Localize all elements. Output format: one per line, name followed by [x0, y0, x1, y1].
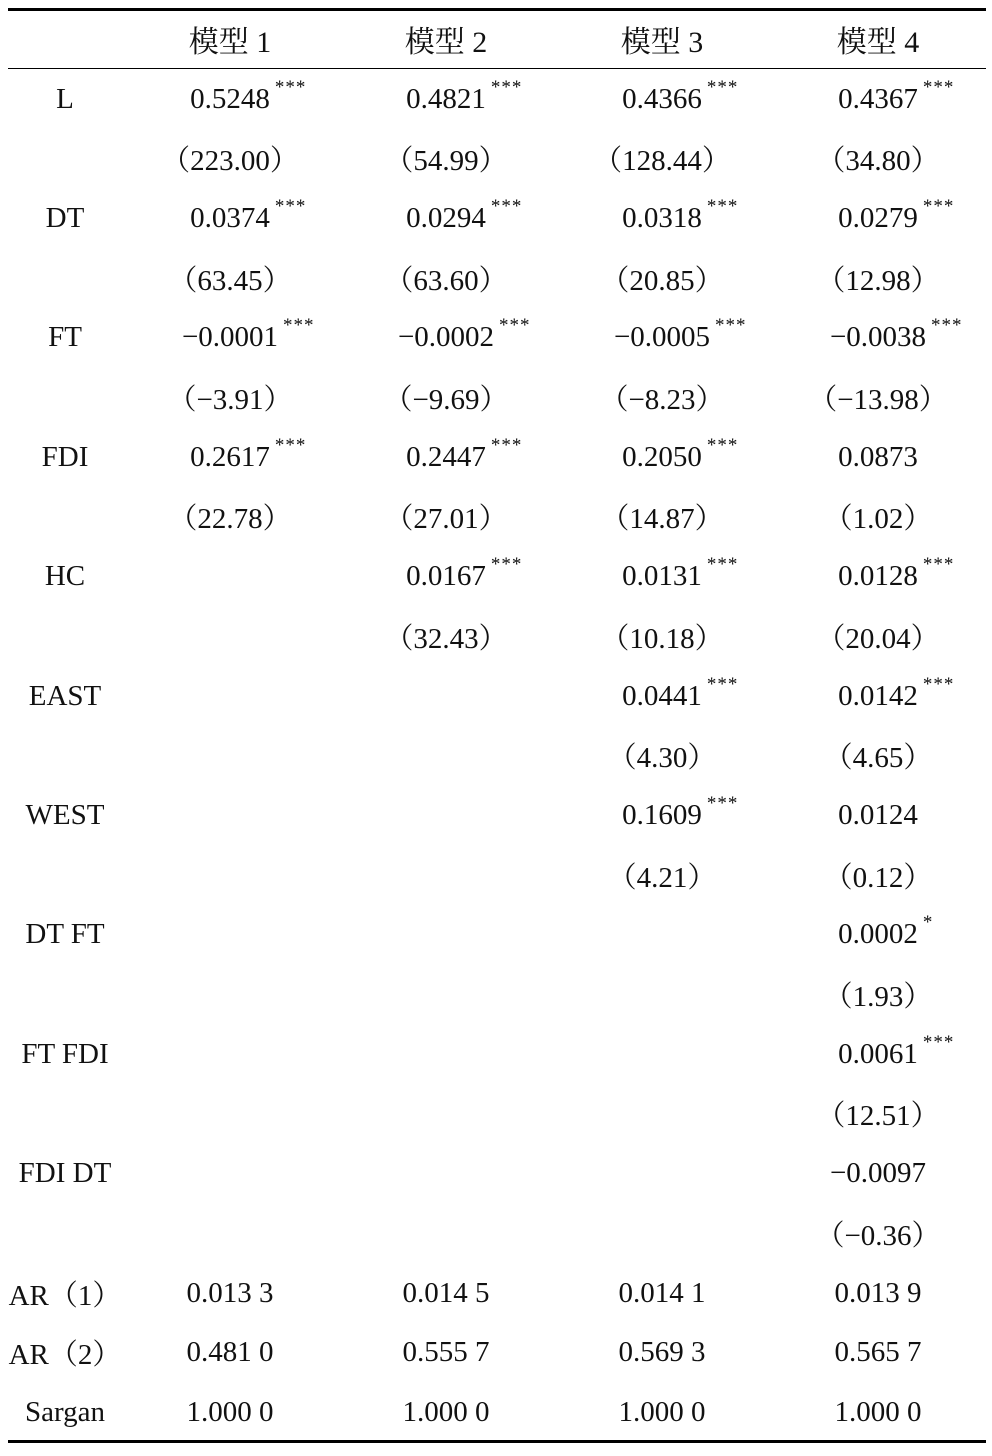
row-label: L: [56, 82, 74, 115]
coefficient-cell: [122, 552, 338, 602]
coefficient-cell: [554, 432, 770, 482]
coefficient-value: −0.0097: [829, 1157, 927, 1190]
stat-value: 1.000 0: [402, 1395, 490, 1428]
t-statistic-cell: （20.85）: [600, 264, 724, 297]
significance-stars: ***: [706, 554, 739, 576]
coefficient-cell: [770, 432, 986, 482]
t-statistic-cell: [122, 1208, 338, 1258]
t-statistic-cell: （54.99）: [384, 145, 508, 178]
coefficient-cell: [770, 552, 986, 602]
coefficient-value: 0.5248: [190, 82, 270, 115]
t-statistic-cell: [338, 731, 554, 781]
row-label: HC: [44, 560, 86, 593]
coefficient-cell: [122, 790, 338, 840]
coefficient-cell: [122, 671, 338, 721]
header-model-3: 模型 3: [620, 26, 704, 59]
significance-stars: ***: [922, 195, 955, 217]
stat-label: AR（1）: [8, 1279, 122, 1312]
stat-value: 1.000 0: [618, 1395, 706, 1428]
coefficient-cell: [554, 790, 770, 840]
significance-stars: ***: [499, 315, 531, 337]
significance-stars: ***: [490, 554, 523, 576]
table-header-rule: [8, 68, 986, 69]
significance-stars: ***: [706, 673, 739, 695]
row-label: FDI: [41, 440, 89, 473]
t-statistic-cell: （1.02）: [823, 503, 933, 536]
coefficient-cell: [770, 74, 986, 124]
coefficient-cell: [338, 1029, 554, 1079]
row-label: DT FT: [25, 918, 105, 951]
coefficient-cell: [554, 74, 770, 124]
coefficient-cell: [554, 193, 770, 243]
coefficient-cell: [338, 193, 554, 243]
significance-stars: ***: [706, 195, 739, 217]
t-statistic-cell: [338, 970, 554, 1020]
t-statistic-cell: （0.12）: [823, 861, 933, 894]
coefficient-value: 0.4821: [406, 82, 486, 115]
coefficient-value: −0.0038: [829, 321, 927, 354]
header-model-4: 模型 4: [836, 26, 920, 59]
t-statistic-cell: （128.44）: [593, 145, 731, 178]
coefficient-value: 0.0318: [622, 201, 702, 234]
t-statistic-cell: （20.04）: [816, 622, 940, 655]
coefficient-cell: [770, 910, 986, 960]
coefficient-value: 0.0167: [406, 560, 486, 593]
t-statistic-cell: [554, 1208, 770, 1258]
significance-stars: ***: [922, 673, 955, 695]
row-label: DT: [45, 201, 85, 234]
coefficient-value: −0.0001: [181, 321, 279, 354]
header-model-1: 模型 1: [188, 26, 272, 59]
table-bottom-rule: [8, 1440, 986, 1443]
t-statistic-cell: （34.80）: [816, 145, 940, 178]
header-corner: [8, 14, 122, 64]
coefficient-value: 0.2617: [190, 440, 270, 473]
coefficient-value: 0.2050: [622, 440, 702, 473]
t-statistic-cell: （27.01）: [384, 503, 508, 536]
significance-stars: ***: [922, 76, 955, 98]
coefficient-cell: [338, 671, 554, 721]
t-statistic-cell: （223.00）: [161, 145, 299, 178]
significance-stars: ***: [274, 195, 307, 217]
coefficient-value: 0.0061: [838, 1037, 918, 1070]
coefficient-value: 0.0441: [622, 679, 702, 712]
row-label: EAST: [28, 679, 102, 712]
significance-stars: ***: [922, 1031, 955, 1053]
row-label: FDI DT: [18, 1157, 112, 1190]
t-statistic-cell: （12.51）: [816, 1100, 940, 1133]
t-statistic-cell: （22.78）: [168, 503, 292, 536]
stat-value: 0.555 7: [402, 1336, 490, 1369]
coefficient-cell: [122, 74, 338, 124]
t-statistic-cell: （32.43）: [384, 622, 508, 655]
coefficient-value: 0.2447: [406, 440, 486, 473]
significance-stars: ***: [931, 315, 963, 337]
coefficient-cell: [122, 1149, 338, 1199]
coefficient-cell: [338, 910, 554, 960]
t-statistic-cell: [122, 731, 338, 781]
t-statistic-cell: （4.30）: [607, 742, 717, 775]
coefficient-value: 0.0002: [838, 918, 918, 951]
coefficient-value: 0.4367: [838, 82, 918, 115]
header-model-2: 模型 2: [404, 26, 488, 59]
coefficient-value: 0.0294: [406, 201, 486, 234]
t-statistic-cell: （4.65）: [823, 742, 933, 775]
t-statistic-cell: [122, 611, 338, 661]
t-statistic-cell: （4.21）: [607, 861, 717, 894]
t-statistic-cell: [122, 1089, 338, 1139]
t-statistic-cell: [554, 1089, 770, 1139]
coefficient-cell: [554, 1149, 770, 1199]
stat-value: 0.013 3: [186, 1276, 274, 1309]
significance-stars: *: [922, 912, 934, 934]
t-statistic-cell: （−9.69）: [383, 384, 509, 416]
significance-stars: ***: [490, 76, 523, 98]
significance-stars: ***: [715, 315, 747, 337]
coefficient-cell: [554, 1029, 770, 1079]
coefficient-value: 0.0374: [190, 201, 270, 234]
coefficient-value: −0.0005: [613, 321, 711, 354]
coefficient-cell: [338, 313, 554, 363]
coefficient-cell: [338, 790, 554, 840]
significance-stars: ***: [274, 76, 307, 98]
t-statistic-cell: （10.18）: [600, 622, 724, 655]
t-statistic-cell: （−8.23）: [599, 384, 725, 416]
table-top-rule: [8, 8, 986, 11]
coefficient-value: 0.0279: [838, 201, 918, 234]
stat-value: 1.000 0: [186, 1395, 274, 1428]
t-statistic-cell: [122, 850, 338, 900]
t-statistic-cell: （−3.91）: [167, 384, 293, 416]
coefficient-cell: [338, 74, 554, 124]
significance-stars: ***: [922, 554, 955, 576]
coefficient-value: 0.0128: [838, 560, 918, 593]
t-statistic-cell: （−13.98）: [808, 384, 948, 416]
row-label: WEST: [25, 798, 105, 831]
coefficient-value: 0.1609: [622, 798, 702, 831]
coefficient-cell: [122, 193, 338, 243]
significance-stars: ***: [274, 434, 307, 456]
coefficient-cell: [122, 313, 338, 363]
coefficient-value: 0.0131: [622, 560, 702, 593]
coefficient-cell: [554, 910, 770, 960]
coefficient-value: 0.0873: [838, 440, 918, 473]
significance-stars: ***: [490, 434, 523, 456]
stat-value: 0.481 0: [186, 1336, 274, 1369]
coefficient-cell: [770, 1149, 986, 1199]
stat-value: 1.000 0: [834, 1395, 922, 1428]
t-statistic-cell: （1.93）: [823, 981, 933, 1013]
coefficient-cell: [554, 671, 770, 721]
t-statistic-cell: （63.60）: [384, 264, 508, 297]
row-label: FT: [48, 321, 82, 354]
t-statistic-cell: [554, 970, 770, 1020]
stat-label: Sargan: [24, 1395, 105, 1428]
coefficient-value: 0.4366: [622, 82, 702, 115]
coefficient-cell: [122, 432, 338, 482]
t-statistic-cell: [338, 1208, 554, 1258]
coefficient-cell: [122, 1029, 338, 1079]
coefficient-cell: [770, 1029, 986, 1079]
t-statistic-cell: [122, 970, 338, 1020]
coefficient-cell: [338, 552, 554, 602]
coefficient-value: 0.0142: [838, 679, 918, 712]
t-statistic-cell: （12.98）: [816, 264, 940, 297]
t-statistic-cell: （14.87）: [600, 503, 724, 536]
coefficient-cell: [770, 193, 986, 243]
coefficient-cell: [554, 313, 770, 363]
coefficient-cell: [770, 313, 986, 363]
coefficient-cell: [554, 552, 770, 602]
row-label: FT FDI: [21, 1037, 109, 1070]
coefficient-value: −0.0002: [397, 321, 495, 354]
significance-stars: ***: [706, 792, 739, 814]
t-statistic-cell: [338, 1089, 554, 1139]
t-statistic-cell: （63.45）: [168, 264, 292, 297]
coefficient-cell: [122, 910, 338, 960]
coefficient-cell: [338, 432, 554, 482]
stat-value: 0.014 5: [402, 1276, 490, 1309]
t-statistic-cell: （−0.36）: [815, 1219, 941, 1252]
significance-stars: ***: [283, 315, 315, 337]
significance-stars: ***: [490, 195, 523, 217]
stat-value: 0.013 9: [834, 1276, 922, 1309]
significance-stars: ***: [706, 434, 739, 456]
coefficient-cell: [770, 790, 986, 840]
stat-value: 0.565 7: [834, 1336, 922, 1369]
stat-value: 0.569 3: [618, 1336, 706, 1369]
coefficient-value: 0.0124: [838, 798, 918, 831]
t-statistic-cell: [338, 850, 554, 900]
coefficient-cell: [770, 671, 986, 721]
stat-value: 0.014 1: [618, 1276, 706, 1309]
coefficient-cell: [338, 1149, 554, 1199]
significance-stars: ***: [706, 76, 739, 98]
stat-label: AR（2）: [8, 1339, 122, 1372]
